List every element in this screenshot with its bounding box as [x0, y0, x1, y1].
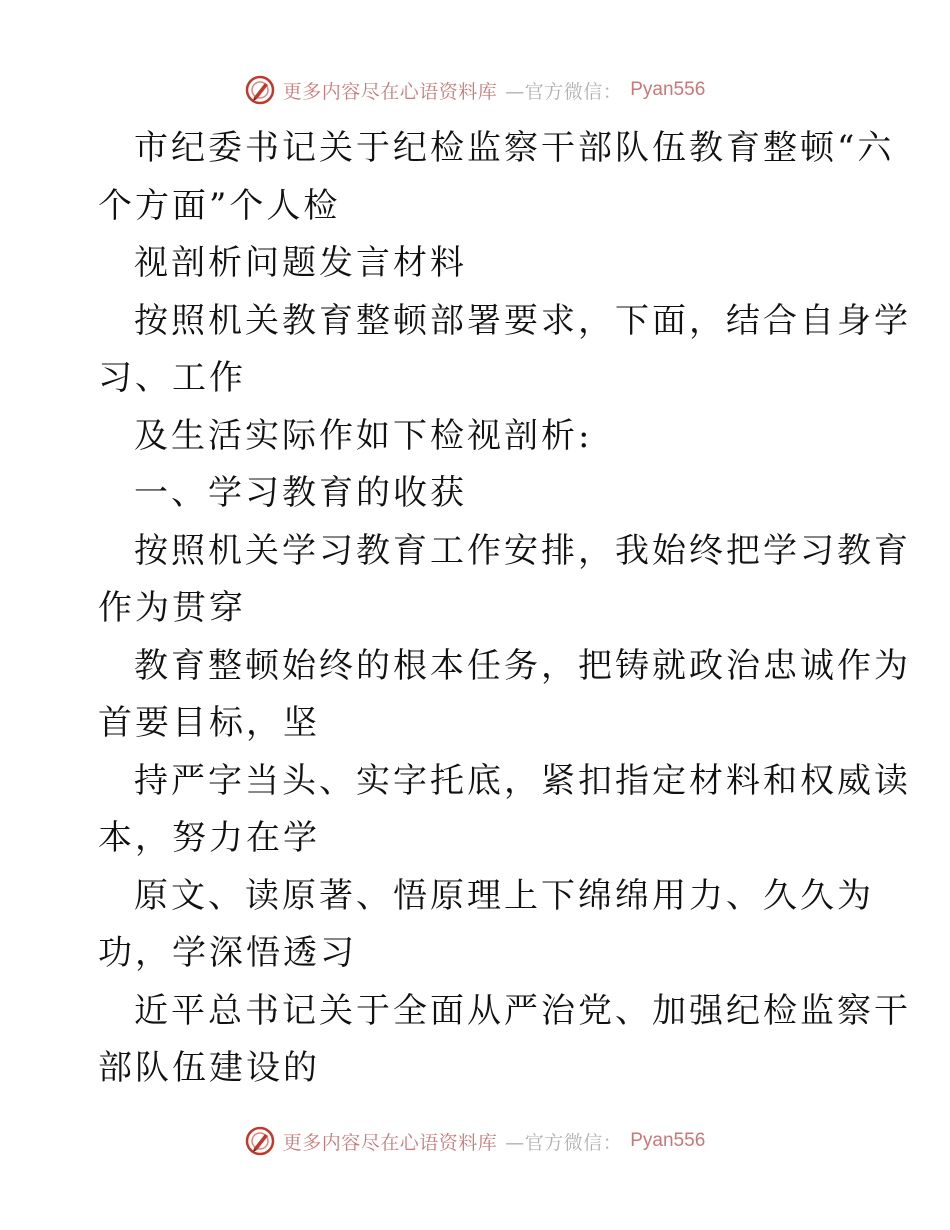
text-line: 按照机关教育整顿部署要求，下面，结合自身学 — [134, 300, 911, 341]
text-line: 本，努力在学 — [98, 818, 320, 858]
text-line: 部队伍建设的 — [98, 1048, 320, 1088]
footer-watermark — [0, 1121, 950, 1161]
watermark-wechat-id: Pyan556 — [630, 79, 706, 100]
text-line: 首要目标，坚 — [98, 703, 320, 743]
text-line: 教育整顿始终的根本任务，把铸就政治忠诚作为 — [134, 645, 911, 686]
text-line: 视剖析问题发言材料 — [134, 243, 467, 283]
text-line: 原文、读原著、悟原理上下绵绵用力、久久为 — [134, 875, 874, 916]
watermark-separator: —官方微信： — [505, 1131, 623, 1154]
text-line: 按照机关学习教育工作安排，我始终把学习教育 — [134, 530, 911, 571]
pen-logo-icon — [245, 75, 275, 105]
document-body — [98, 120, 911, 1098]
text-line: 一、学习教育的收获 — [134, 473, 467, 513]
text-line: 功，学深悟透习 — [98, 933, 357, 973]
watermark-text: 更多内容尽在心语资料库 — [282, 80, 498, 103]
text-line: 作为贯穿 — [98, 588, 246, 628]
text-line: 近平总书记关于全面从严治党、加强纪检监察干 — [134, 990, 911, 1031]
watermark-separator: —官方微信： — [505, 80, 623, 103]
text-line: 习、工作 — [98, 358, 246, 398]
pen-logo-icon — [245, 1126, 275, 1156]
header-watermark — [0, 70, 950, 110]
text-line: 及生活实际作如下检视剖析: — [134, 415, 593, 456]
watermark-text: 更多内容尽在心语资料库 — [282, 1131, 498, 1154]
text-line: 市纪委书记关于纪检监察干部队伍教育整顿“六 — [134, 128, 895, 168]
watermark-wechat-id: Pyan556 — [630, 1130, 706, 1151]
text-line: 个方面”个人检 — [98, 185, 341, 226]
text-line: 持严字当头、实字托底，紧扣指定材料和权威读 — [134, 760, 911, 801]
